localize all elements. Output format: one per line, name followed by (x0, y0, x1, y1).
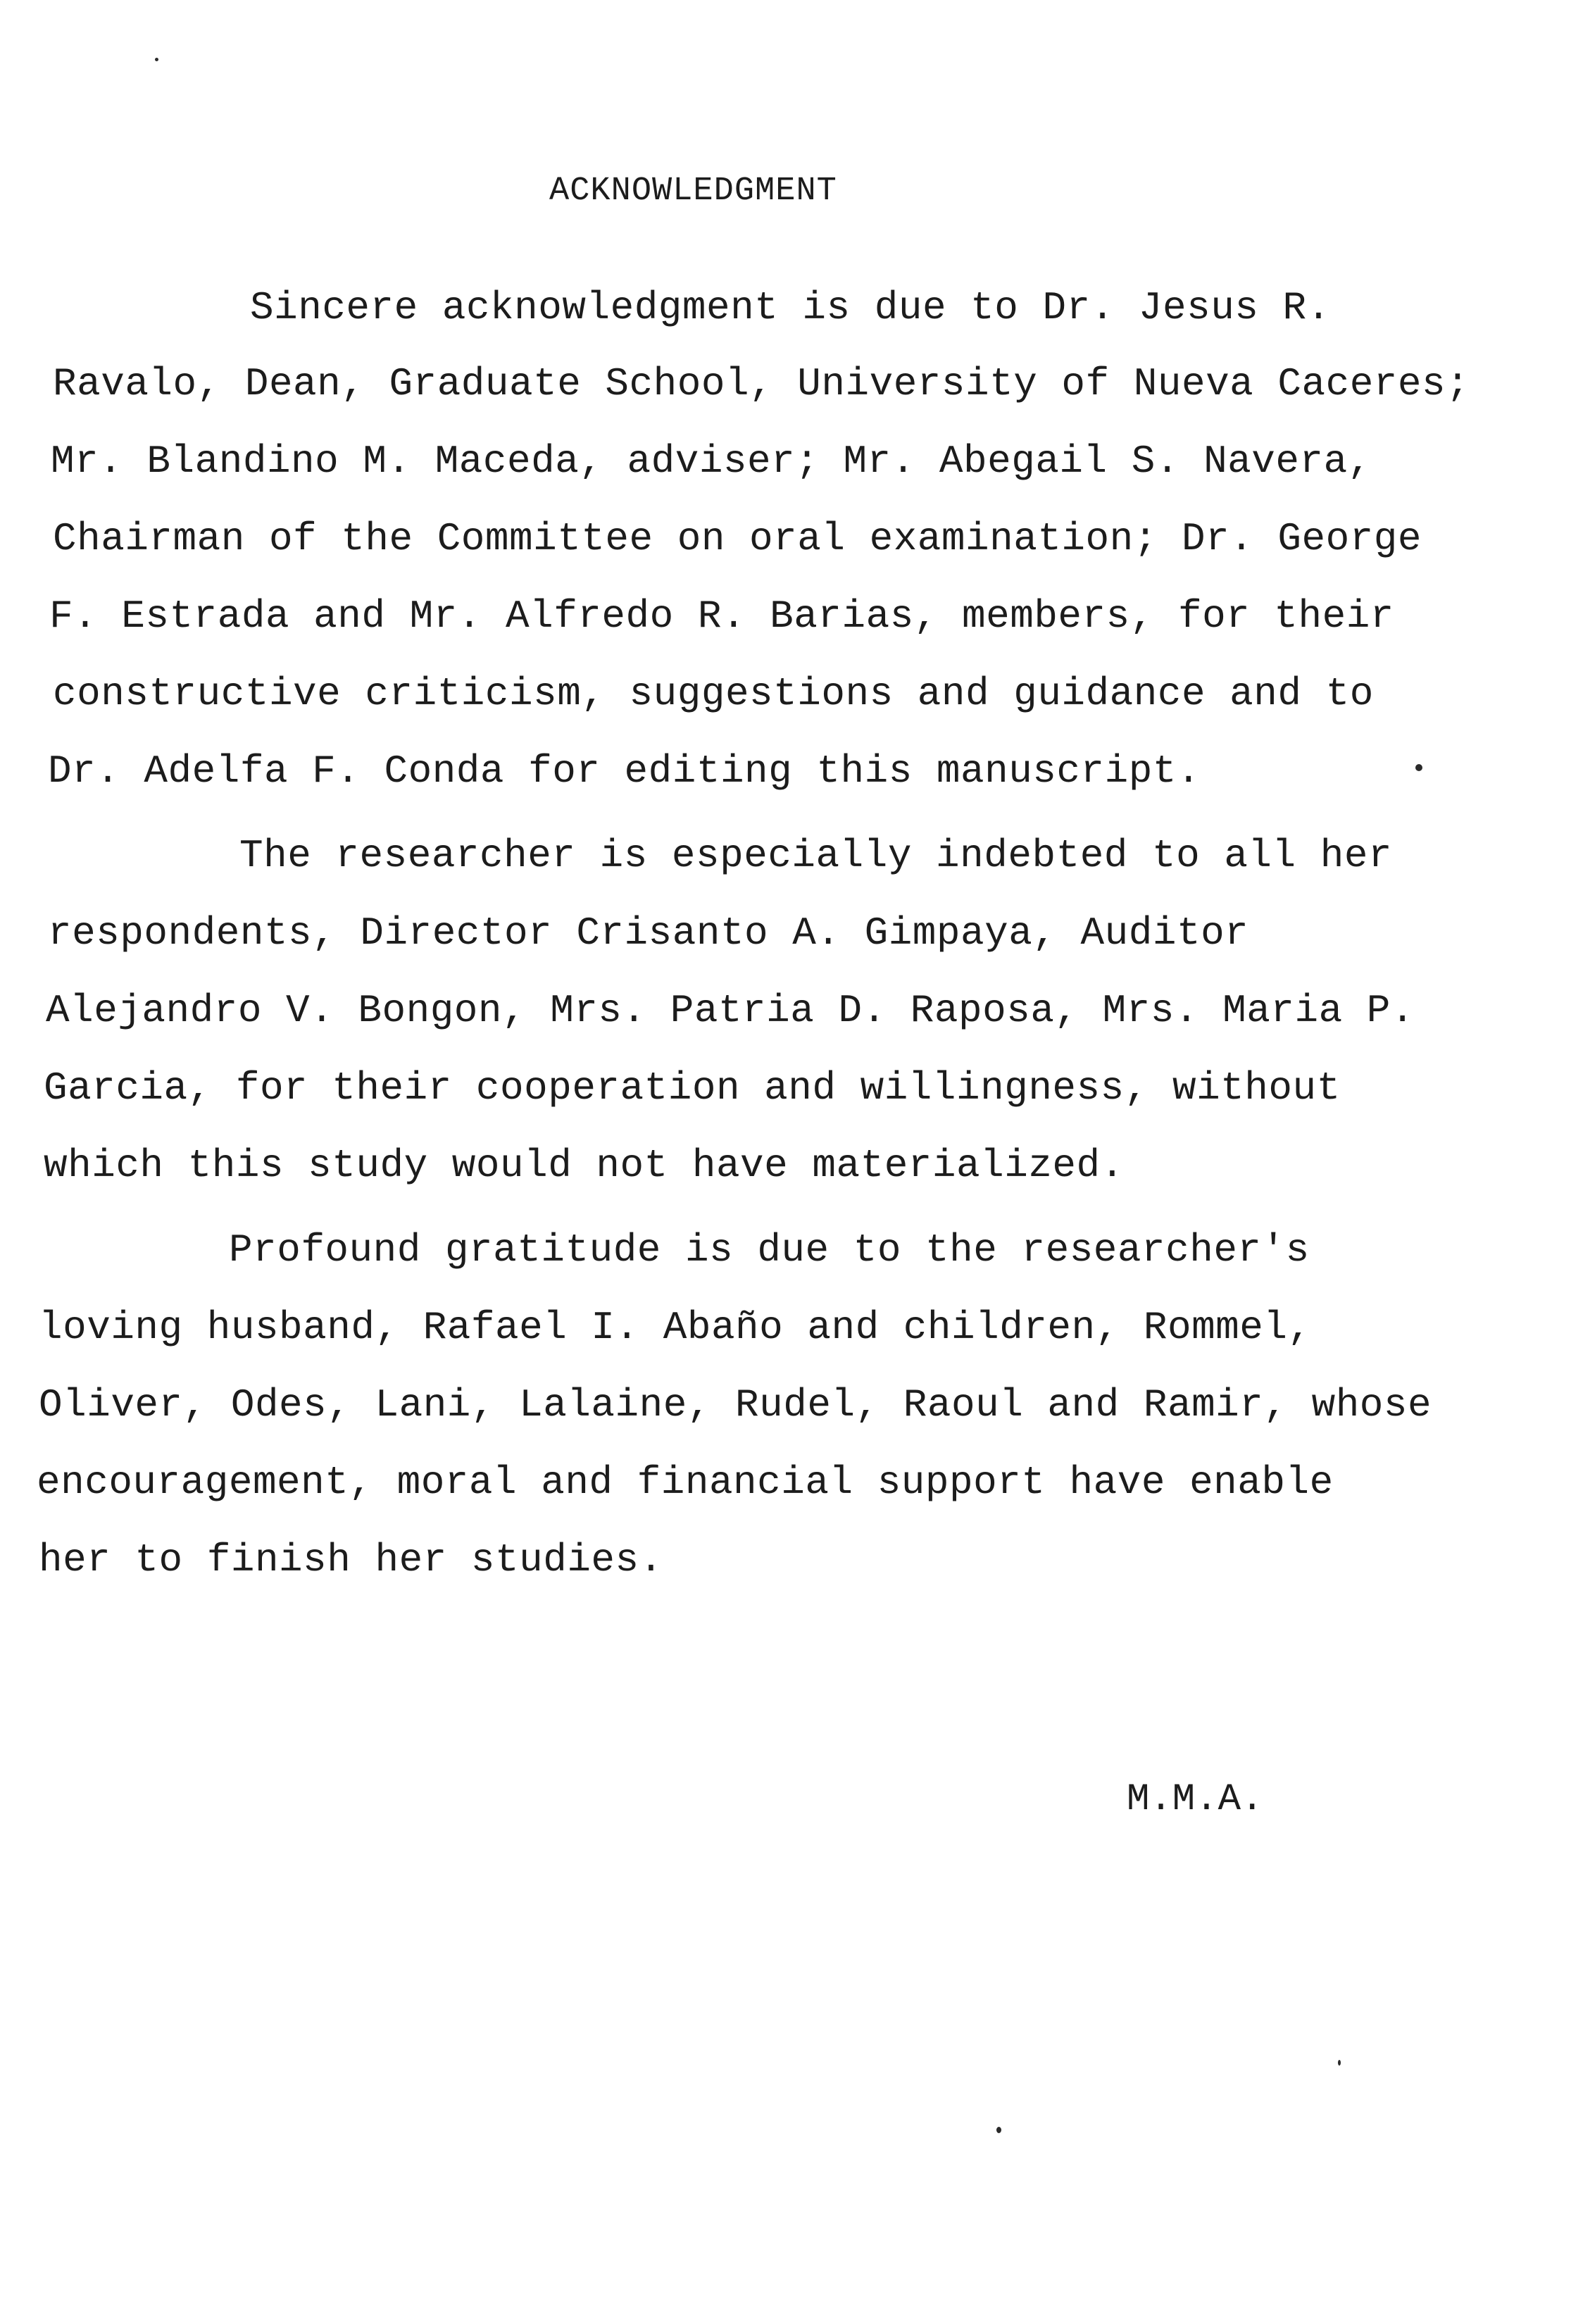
paragraph-2-line-2: respondents, Director Crisanto A. Gimpaya, Auditor (48, 911, 1249, 956)
paragraph-2-line-3: Alejandro V. Bongon, Mrs. Patria D. Raposa, Mrs. Maria P. (46, 988, 1415, 1033)
paragraph-1-line-5: F. Estrada and Mr. Alfredo R. Barias, members, for their (49, 594, 1394, 639)
paragraph-3-line-1: Profound gratitude is due to the researcher's (229, 1227, 1310, 1273)
paragraph-1-line-2: Ravalo, Dean, Graduate School, University of Nueva Caceres; (53, 361, 1470, 406)
paragraph-1-line-4: Chairman of the Committee on oral examination; Dr. George (53, 516, 1422, 561)
page-title: ACKNOWLEDGMENT (549, 173, 837, 210)
paragraph-1-line-7: Dr. Adelfa F. Conda for editing this manuscript. (48, 749, 1201, 794)
paragraph-1-line-6: constructive criticism, suggestions and guidance and to (53, 671, 1374, 716)
paragraph-1-line-3: Mr. Blandino M. Maceda, adviser; Mr. Abegail S. Navera, (51, 439, 1372, 484)
scan-speck (1338, 2060, 1341, 2066)
paragraph-2-line-5: which this study would not have materialized. (44, 1143, 1125, 1188)
signature-initials: M.M.A. (1127, 1778, 1264, 1821)
scan-speck (155, 58, 158, 61)
scan-speck (996, 2127, 1001, 2133)
scan-speck (1415, 764, 1422, 771)
paragraph-2-line-1: The researcher is especially indebted to all her (239, 833, 1393, 878)
paragraph-2-line-4: Garcia, for their cooperation and willingness, without (44, 1066, 1341, 1111)
paragraph-3-line-3: Oliver, Odes, Lani, Lalaine, Rudel, Raoul and Ramir, whose (39, 1382, 1432, 1427)
paragraph-3-line-4: encouragement, moral and financial support have enable (37, 1460, 1334, 1505)
paragraph-3-line-2: loving husband, Rafael I. Abaño and children, Rommel, (39, 1305, 1312, 1350)
paragraph-3-line-5: her to finish her studies. (39, 1537, 663, 1582)
paragraph-1-line-1: Sincere acknowledgment is due to Dr. Jesus R. (250, 285, 1331, 330)
